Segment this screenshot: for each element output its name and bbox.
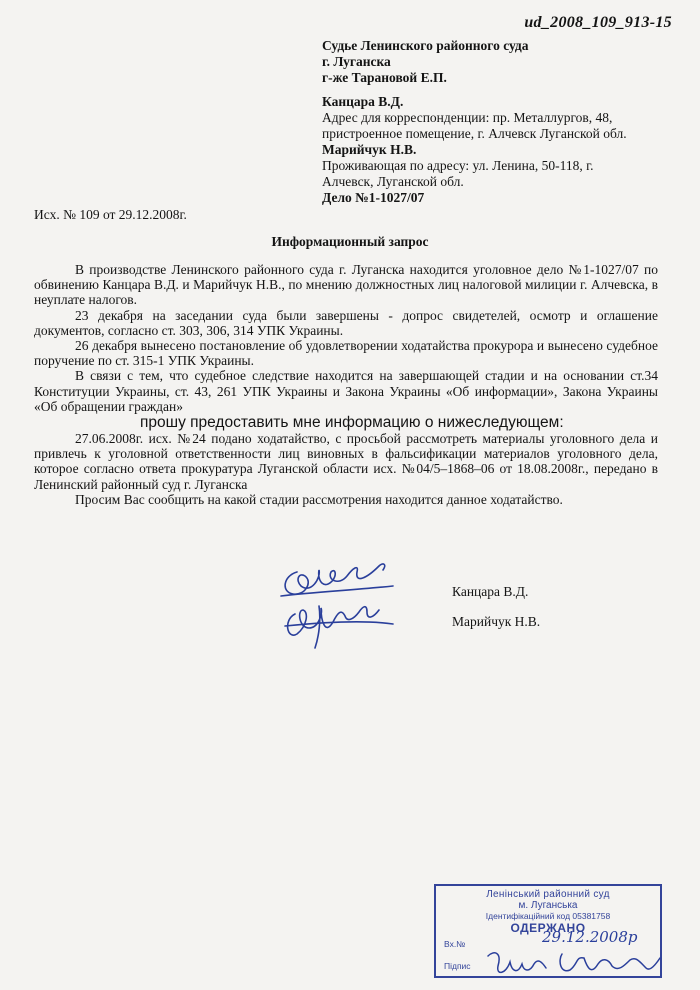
body-paragraph: Просим Вас сообщить на какой стадии рассмотрения находится данное ходатайство.: [75, 491, 563, 507]
handwritten-signature: [275, 556, 405, 651]
body-paragraph: В производстве Ленинского районного суда г. Луганска находится уголовное дело №1-1027/07 по обвинению Канцара В.Д. и Марийчук Н.В., по мнению должностных лиц налоговой милиции г. Алчевска, в неуплате налогов.: [34, 262, 658, 308]
sender-address: Адрес для корреспонденции: пр. Металлургов, 48,: [322, 110, 613, 125]
stamp-handwriting: [480, 922, 670, 982]
addressee-line: г-же Тарановой Е.П.: [322, 70, 447, 85]
request-line: прошу предоставить мне информацию о нижеследующем:: [140, 414, 564, 432]
sender-block-1: [322, 94, 627, 142]
sender-address: Алчевск, Луганской обл.: [322, 174, 464, 189]
sender-address: пристроенное помещение, г. Алчевск Луганской обл.: [322, 126, 627, 141]
stamp-in-label: Вх.№: [444, 939, 466, 949]
case-number: Дело №1-1027/07: [322, 190, 425, 205]
sender-name: Марийчук Н.В.: [322, 142, 417, 157]
signatory-name: Канцара В.Д.: [452, 584, 529, 599]
signatory-name: Марийчук Н.В.: [452, 614, 541, 629]
body-paragraph: В связи с тем, что судебное следствие находится на завершающей стадии и на основании ст.34 Конституции Украины, ст. 43, 261 УПК Украины и Закона Украины «Об информации», Закона Украины «Об обращении граждан»: [34, 368, 658, 414]
stamp-city: м. Луганська: [518, 900, 578, 911]
stamp-id-code: Ідентифікаційний код 05381758: [485, 911, 611, 921]
sender-block-2: [322, 142, 594, 190]
addressee-line: г. Луганска: [322, 54, 391, 69]
stamp-received: ОДЕРЖАНО: [510, 921, 586, 935]
document-title: Информационный запрос: [271, 234, 429, 249]
body-paragraph: 26 декабря вынесено постановление об удовлетворении ходатайства прокурора и вынесено судебное поручение по ст. 315-1 УПК Украины.: [34, 338, 658, 369]
addressee-block: [322, 38, 529, 86]
addressee-line: Судье Ленинского районного суда: [322, 38, 529, 53]
outgoing-number: Исх. № 109 от 29.12.2008г.: [34, 207, 187, 222]
document-id: ud_2008_109_913-15: [524, 14, 672, 31]
stamp-date-handwritten: 29.12.2008р: [542, 928, 638, 946]
body-paragraph: 23 декабря на заседании суда были завершены - допрос свидетелей, осмотр и оглашение документов, согласно ст. 303, 306, 314 УПК Украины.: [34, 307, 658, 338]
body-paragraph: 27.06.2008г. исх. №24 подано ходатайство, с просьбой рассмотреть материалы уголовного дела и привлечь к уголовной ответственности лиц виновных в фальсификации материалов уголовного дела, которое согласно ответа прокуратура Луганской области исх. №04/5–1868–06 от 18.08.2008г., передано в Ленинский районный суд г. Луганска: [34, 431, 658, 492]
sender-address: Проживающая по адресу: ул. Ленина, 50-118, г.: [322, 158, 594, 173]
document-body: [34, 262, 658, 507]
stamp-court-name: Ленінський районний суд: [486, 889, 610, 900]
stamp-sign-label: Підпис: [444, 961, 471, 971]
sender-name: Канцара В.Д.: [322, 94, 404, 109]
